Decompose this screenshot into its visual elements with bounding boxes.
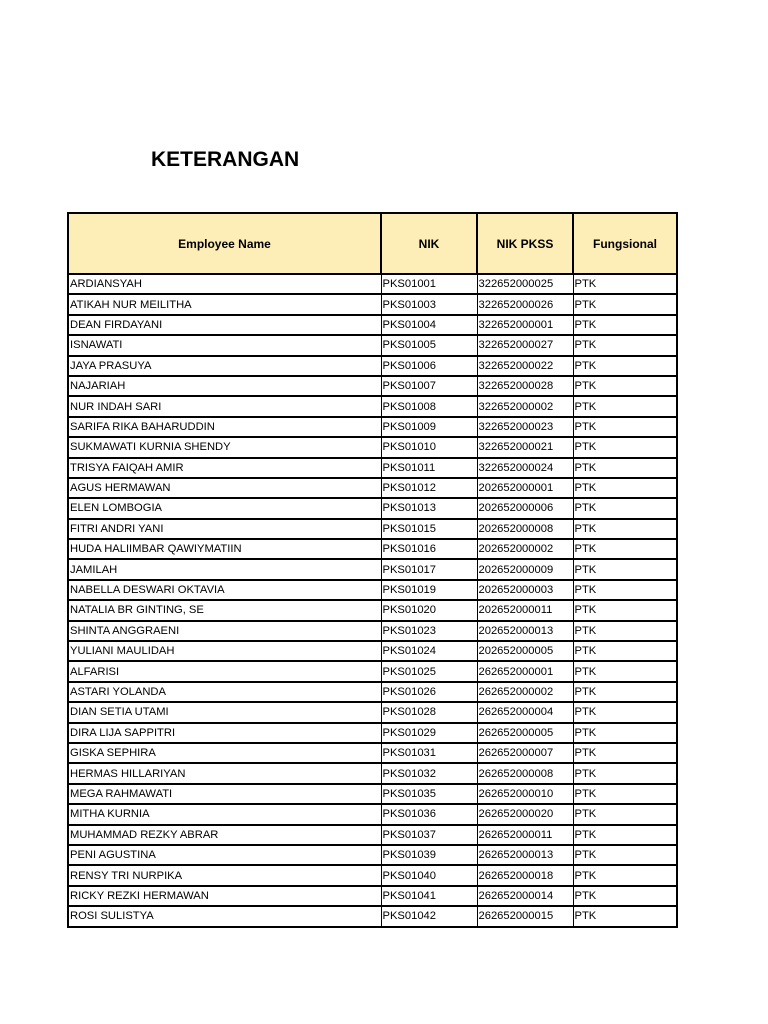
- table-row: [68, 661, 677, 681]
- cell-nik-pkss: 262652000005: [477, 723, 573, 743]
- table-body: [68, 274, 677, 927]
- cell-employee-name: DIRA LIJA SAPPITRI: [68, 723, 381, 743]
- table-row: [68, 743, 677, 763]
- cell-nik: PKS01029: [381, 723, 477, 743]
- table-row: [68, 519, 677, 539]
- cell-fungsional: PTK: [573, 763, 677, 783]
- cell-fungsional: PTK: [573, 784, 677, 804]
- cell-fungsional: PTK: [573, 539, 677, 559]
- header-row: [68, 213, 677, 274]
- table-row: [68, 539, 677, 559]
- cell-employee-name: NABELLA DESWARI OKTAVIA: [68, 580, 381, 600]
- cell-fungsional: PTK: [573, 478, 677, 498]
- cell-employee-name: ARDIANSYAH: [68, 274, 381, 294]
- cell-nik: PKS01040: [381, 865, 477, 885]
- cell-nik-pkss: 262652000004: [477, 702, 573, 722]
- cell-nik-pkss: 322652000028: [477, 376, 573, 396]
- employee-table: [67, 212, 678, 928]
- cell-employee-name: SARIFA RIKA BAHARUDDIN: [68, 417, 381, 437]
- table-row: [68, 621, 677, 641]
- cell-nik: PKS01006: [381, 356, 477, 376]
- cell-employee-name: AGUS HERMAWAN: [68, 478, 381, 498]
- table-row: [68, 335, 677, 355]
- cell-nik-pkss: 262652000020: [477, 804, 573, 824]
- cell-nik: PKS01025: [381, 661, 477, 681]
- cell-nik-pkss: 262652000014: [477, 886, 573, 906]
- cell-employee-name: SUKMAWATI KURNIA SHENDY: [68, 437, 381, 457]
- cell-employee-name: ATIKAH NUR MEILITHA: [68, 294, 381, 314]
- cell-fungsional: PTK: [573, 641, 677, 661]
- cell-nik: PKS01015: [381, 519, 477, 539]
- cell-fungsional: PTK: [573, 886, 677, 906]
- cell-nik: PKS01039: [381, 845, 477, 865]
- cell-nik: PKS01035: [381, 784, 477, 804]
- cell-fungsional: PTK: [573, 621, 677, 641]
- cell-nik: PKS01037: [381, 825, 477, 845]
- table-row: [68, 437, 677, 457]
- cell-nik: PKS01012: [381, 478, 477, 498]
- table-row: [68, 580, 677, 600]
- cell-fungsional: PTK: [573, 519, 677, 539]
- cell-fungsional: PTK: [573, 702, 677, 722]
- table-row: [68, 784, 677, 804]
- cell-employee-name: ALFARISI: [68, 661, 381, 681]
- cell-fungsional: PTK: [573, 600, 677, 620]
- cell-nik-pkss: 322652000022: [477, 356, 573, 376]
- cell-employee-name: HERMAS HILLARIYAN: [68, 763, 381, 783]
- table-row: [68, 886, 677, 906]
- cell-fungsional: PTK: [573, 458, 677, 478]
- cell-nik-pkss: 322652000025: [477, 274, 573, 294]
- cell-fungsional: PTK: [573, 865, 677, 885]
- cell-fungsional: PTK: [573, 335, 677, 355]
- cell-employee-name: MITHA KURNIA: [68, 804, 381, 824]
- cell-employee-name: HUDA HALIIMBAR QAWIYMATIIN: [68, 539, 381, 559]
- table-row: [68, 682, 677, 702]
- table-row: [68, 845, 677, 865]
- cell-nik: PKS01017: [381, 559, 477, 579]
- cell-employee-name: YULIANI MAULIDAH: [68, 641, 381, 661]
- cell-employee-name: ISNAWATI: [68, 335, 381, 355]
- cell-nik-pkss: 202652000009: [477, 559, 573, 579]
- cell-employee-name: GISKA SEPHIRA: [68, 743, 381, 763]
- cell-employee-name: JAYA PRASUYA: [68, 356, 381, 376]
- cell-fungsional: PTK: [573, 723, 677, 743]
- cell-nik-pkss: 262652000008: [477, 763, 573, 783]
- table-row: [68, 274, 677, 294]
- table-row: [68, 417, 677, 437]
- cell-fungsional: PTK: [573, 417, 677, 437]
- cell-employee-name: MUHAMMAD REZKY ABRAR: [68, 825, 381, 845]
- cell-employee-name: DEAN FIRDAYANI: [68, 315, 381, 335]
- cell-nik: PKS01007: [381, 376, 477, 396]
- table-row: [68, 825, 677, 845]
- cell-employee-name: PENI AGUSTINA: [68, 845, 381, 865]
- cell-nik-pkss: 202652000008: [477, 519, 573, 539]
- cell-nik: PKS01026: [381, 682, 477, 702]
- cell-fungsional: PTK: [573, 825, 677, 845]
- cell-fungsional: PTK: [573, 804, 677, 824]
- cell-fungsional: PTK: [573, 906, 677, 926]
- cell-nik-pkss: 202652000003: [477, 580, 573, 600]
- cell-nik: PKS01032: [381, 763, 477, 783]
- cell-employee-name: NUR INDAH SARI: [68, 396, 381, 416]
- cell-nik-pkss: 262652000015: [477, 906, 573, 926]
- cell-fungsional: PTK: [573, 682, 677, 702]
- cell-nik: PKS01031: [381, 743, 477, 763]
- cell-nik-pkss: 262652000018: [477, 865, 573, 885]
- cell-nik: PKS01024: [381, 641, 477, 661]
- cell-fungsional: PTK: [573, 580, 677, 600]
- cell-employee-name: RICKY REZKI HERMAWAN: [68, 886, 381, 906]
- page-title: KETERANGAN: [151, 148, 300, 171]
- cell-employee-name: NATALIA BR GINTING, SE: [68, 600, 381, 620]
- cell-nik-pkss: 262652000013: [477, 845, 573, 865]
- cell-employee-name: RENSY TRI NURPIKA: [68, 865, 381, 885]
- cell-fungsional: PTK: [573, 376, 677, 396]
- cell-employee-name: TRISYA FAIQAH AMIR: [68, 458, 381, 478]
- cell-nik-pkss: 202652000013: [477, 621, 573, 641]
- cell-nik-pkss: 262652000007: [477, 743, 573, 763]
- cell-employee-name: ROSI SULISTYA: [68, 906, 381, 926]
- cell-nik: PKS01023: [381, 621, 477, 641]
- cell-nik: PKS01019: [381, 580, 477, 600]
- table-row: [68, 641, 677, 661]
- table-row: [68, 723, 677, 743]
- header-fungsional: Fungsional: [573, 213, 677, 274]
- table-row: [68, 294, 677, 314]
- cell-nik: PKS01003: [381, 294, 477, 314]
- cell-nik: PKS01041: [381, 886, 477, 906]
- cell-fungsional: PTK: [573, 274, 677, 294]
- cell-nik-pkss: 262652000011: [477, 825, 573, 845]
- cell-employee-name: JAMILAH: [68, 559, 381, 579]
- table-row: [68, 376, 677, 396]
- cell-nik-pkss: 262652000002: [477, 682, 573, 702]
- cell-nik: PKS01008: [381, 396, 477, 416]
- cell-fungsional: PTK: [573, 498, 677, 518]
- cell-nik: PKS01028: [381, 702, 477, 722]
- cell-nik: PKS01009: [381, 417, 477, 437]
- cell-employee-name: ELEN LOMBOGIA: [68, 498, 381, 518]
- cell-nik: PKS01005: [381, 335, 477, 355]
- cell-fungsional: PTK: [573, 437, 677, 457]
- cell-employee-name: FITRI ANDRI YANI: [68, 519, 381, 539]
- table-row: [68, 498, 677, 518]
- cell-fungsional: PTK: [573, 743, 677, 763]
- header-employee-name: Employee Name: [68, 213, 381, 274]
- cell-fungsional: PTK: [573, 845, 677, 865]
- cell-nik-pkss: 202652000005: [477, 641, 573, 661]
- cell-nik: PKS01020: [381, 600, 477, 620]
- cell-employee-name: ASTARI YOLANDA: [68, 682, 381, 702]
- cell-employee-name: SHINTA ANGGRAENI: [68, 621, 381, 641]
- cell-nik-pkss: 202652000002: [477, 539, 573, 559]
- cell-employee-name: MEGA RAHMAWATI: [68, 784, 381, 804]
- cell-nik-pkss: 322652000002: [477, 396, 573, 416]
- cell-nik-pkss: 262652000010: [477, 784, 573, 804]
- table-row: [68, 396, 677, 416]
- table-row: [68, 865, 677, 885]
- header-nik-pkss: NIK PKSS: [477, 213, 573, 274]
- cell-fungsional: PTK: [573, 356, 677, 376]
- cell-nik: PKS01042: [381, 906, 477, 926]
- table-header: [68, 213, 677, 274]
- cell-employee-name: DIAN SETIA UTAMI: [68, 702, 381, 722]
- cell-nik-pkss: 322652000023: [477, 417, 573, 437]
- cell-nik-pkss: 202652000001: [477, 478, 573, 498]
- table-row: [68, 804, 677, 824]
- table-row: [68, 600, 677, 620]
- table-row: [68, 478, 677, 498]
- table-row: [68, 763, 677, 783]
- cell-fungsional: PTK: [573, 559, 677, 579]
- cell-fungsional: PTK: [573, 294, 677, 314]
- table-row: [68, 559, 677, 579]
- cell-nik: PKS01013: [381, 498, 477, 518]
- cell-employee-name: NAJARIAH: [68, 376, 381, 396]
- cell-nik-pkss: 322652000027: [477, 335, 573, 355]
- cell-nik-pkss: 322652000021: [477, 437, 573, 457]
- table-row: [68, 315, 677, 335]
- cell-nik: PKS01010: [381, 437, 477, 457]
- table-row: [68, 356, 677, 376]
- table-row: [68, 702, 677, 722]
- cell-nik: PKS01001: [381, 274, 477, 294]
- cell-nik-pkss: 202652000011: [477, 600, 573, 620]
- cell-fungsional: PTK: [573, 661, 677, 681]
- table-row: [68, 906, 677, 926]
- cell-nik-pkss: 322652000026: [477, 294, 573, 314]
- cell-nik-pkss: 202652000006: [477, 498, 573, 518]
- header-nik: NIK: [381, 213, 477, 274]
- table-row: [68, 458, 677, 478]
- cell-nik: PKS01011: [381, 458, 477, 478]
- cell-nik: PKS01004: [381, 315, 477, 335]
- cell-fungsional: PTK: [573, 396, 677, 416]
- cell-nik-pkss: 262652000001: [477, 661, 573, 681]
- cell-nik: PKS01036: [381, 804, 477, 824]
- cell-nik-pkss: 322652000001: [477, 315, 573, 335]
- cell-nik-pkss: 322652000024: [477, 458, 573, 478]
- cell-nik: PKS01016: [381, 539, 477, 559]
- cell-fungsional: PTK: [573, 315, 677, 335]
